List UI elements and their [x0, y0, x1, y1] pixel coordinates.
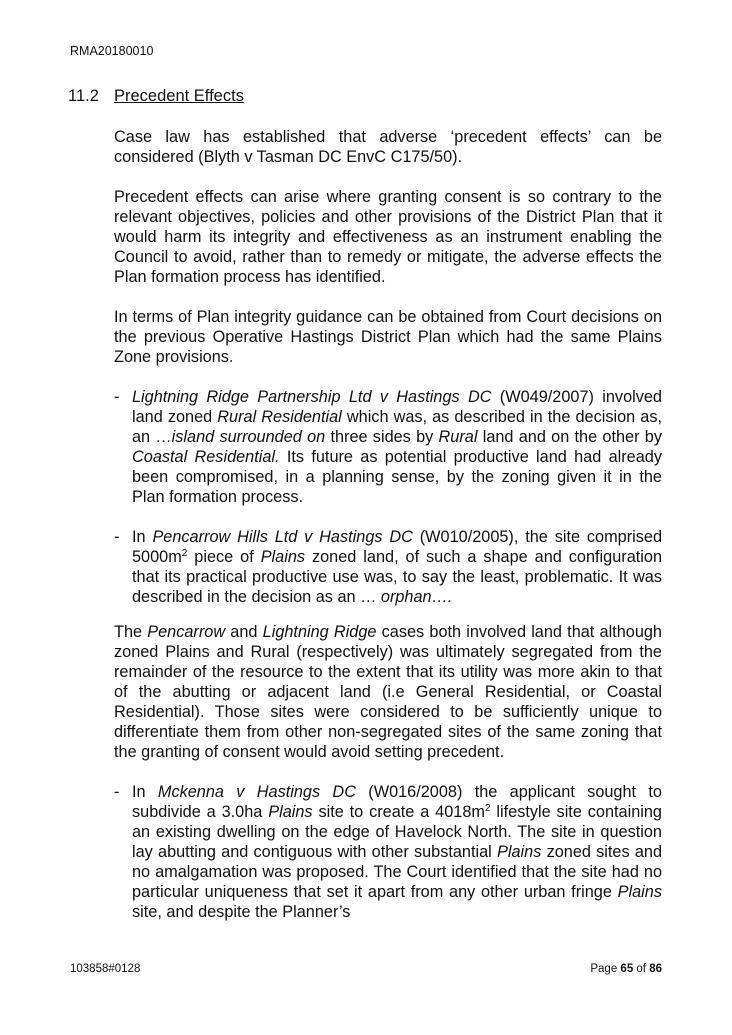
bullet-text	[132, 782, 662, 922]
text-run: three sides by	[325, 428, 439, 446]
zone-name: Plains	[268, 803, 313, 821]
body-text-continued	[114, 622, 662, 922]
section-number: 11.2	[68, 87, 99, 105]
case-name: Lightning Ridge Partnership Ltd v Hastings DC	[132, 388, 492, 406]
case-short-name: Lightning Ridge	[262, 623, 377, 641]
zone-name: Rural Residential	[217, 408, 342, 426]
text-run: and	[225, 623, 263, 641]
text-run: The	[114, 623, 148, 641]
footer-document-id: 103858#0128	[70, 963, 141, 975]
text-run: Its future as potential productive land had already been compromised, in a planning sense, by the zoning given it in the Plan formation process.	[132, 448, 662, 506]
case-short-name: Pencarrow	[147, 623, 226, 641]
text-run: (W010/2005), the site comprised 5000m	[132, 528, 662, 566]
bullet-text	[132, 527, 662, 607]
text-run: (W016/2008) the applicant sought to subdivide a 3.0ha	[132, 783, 662, 821]
zone-name: Rural	[438, 428, 478, 446]
text-run: site to create a 4018m	[312, 803, 485, 821]
text-run: In	[132, 528, 153, 546]
bullet-dash: -	[114, 528, 120, 546]
case-name: Mckenna v Hastings DC	[157, 783, 356, 801]
bullet-lightning-ridge	[114, 387, 662, 507]
quote: island surrounded on	[171, 428, 326, 446]
quote: orphan….	[380, 588, 453, 606]
bullet-pencarrow-hills	[114, 527, 662, 607]
total-pages: 86	[649, 963, 662, 975]
body-text	[114, 127, 662, 627]
paragraph-case-law: Case law has established that adverse ‘precedent effects’ can be considered (Blyth v Tasman DC EnvC C175/50).	[114, 128, 662, 166]
text-run: which was, as described in the decision as, an …	[132, 408, 662, 446]
current-page: 65	[620, 963, 634, 975]
page-of-label: of	[633, 963, 650, 975]
paragraph-pencarrow-lightning	[114, 622, 662, 762]
zone-name: Coastal Residential.	[132, 448, 280, 466]
superscript: 2	[181, 548, 188, 559]
document-reference: RMA20180010	[70, 44, 154, 58]
section-title: Precedent Effects	[114, 87, 244, 105]
text-run: lifestyle site containing an existing dwelling on the edge of Havelock North. The site in question lay abutting and contiguous with other substantial	[132, 803, 662, 861]
text-run: piece of	[187, 548, 261, 566]
zone-name: Plains	[617, 883, 662, 901]
text-run: cases both involved land that although zoned Plains and Rural (respectively) was ultimately segregated from the remainder of the resource to the extent that its utility was more akin to that of the abutting or adjacent land (i.e General Residential, or Coastal Residential). Those sites were considered to be sufficiently unique to differentiate them from other non-segregated sites of the same zoning that the granting of consent would avoid setting precedent.	[114, 623, 662, 761]
zone-name: Plains	[497, 843, 542, 861]
text-run: In	[132, 783, 158, 801]
paragraph-precedent-effects: Precedent effects can arise where granting consent is so contrary to the relevant objectives, policies and other provisions of the District Plan that it would harm its integrity and effectiveness as an instrument enabling the Council to avoid, rather than to remedy or mitigate, the adverse effects the Plan formation process has identified.	[114, 188, 662, 286]
paragraph-plan-integrity: In terms of Plan integrity guidance can be obtained from Court decisions on the previous Operative Hastings District Plan which had the same Plains Zone provisions.	[114, 308, 662, 366]
section-heading	[68, 87, 244, 106]
text-run: (W049/2007) involved land zoned	[132, 388, 662, 426]
text-run: zoned land, of such a shape and configuration that its practical productive use was, to say the least, problematic. It was described in the decision as an …	[132, 548, 662, 606]
bullet-text	[132, 387, 662, 507]
page-label: Page	[590, 963, 621, 975]
superscript: 2	[484, 803, 491, 814]
bullet-dash: -	[114, 783, 120, 801]
case-name: Pencarrow Hills Ltd v Hastings DC	[152, 528, 413, 546]
text-run: zoned sites and no amalgamation was proposed. The Court identified that the site had no particular uniqueness that set it apart from any other urban fringe	[132, 843, 662, 901]
text-run: site, and despite the Planner’s	[132, 903, 351, 921]
bullet-mckenna	[114, 782, 662, 922]
footer-page-number	[590, 963, 662, 975]
zone-name: Plains	[260, 548, 306, 566]
bullet-dash: -	[114, 388, 120, 406]
text-run: land and on the other by	[477, 428, 662, 446]
